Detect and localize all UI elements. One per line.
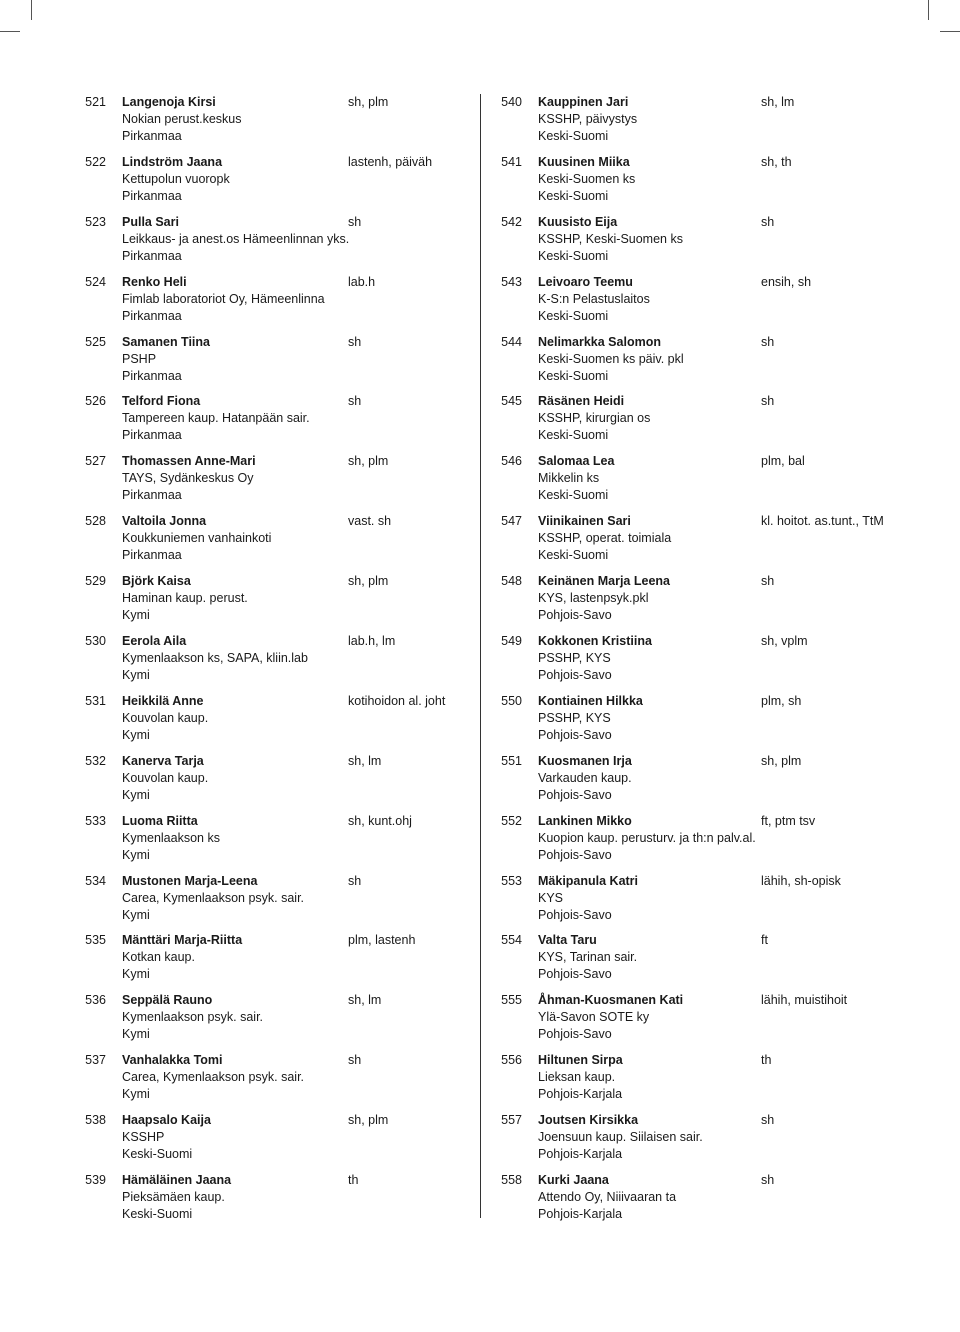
entry-role: sh [761,1173,775,1188]
entry-info [122,873,304,924]
entry-info [538,393,650,444]
entry-info [122,513,271,564]
entry-name: Hiltunen Sirpa [538,1053,623,1068]
entry-role: vast. sh [348,514,392,529]
entry-info [122,393,310,444]
entry-region: Pohjois-Savo [538,727,612,742]
entry-number: 544 [501,334,522,349]
entry-number: 546 [501,454,522,469]
entry-role: ensih, sh [761,274,812,289]
entry-organization: Leikkaus- ja anest.os Hämeenlinnan yks. [122,231,350,246]
list-item [84,693,464,753]
entry-info [122,94,242,145]
entry-organization: PSHP [122,351,157,366]
entry-info [538,693,643,744]
entry-region: Pirkanmaa [122,248,182,263]
entry-organization: Keski-Suomen ks [538,171,636,186]
entry-organization: Pieksämäen kaup. [122,1190,225,1205]
list-item [84,633,464,693]
entry-number: 547 [501,514,522,529]
entry-region: Keski-Suomi [538,308,609,323]
entry-info [122,1052,304,1103]
crop-mark [940,31,960,32]
entry-organization: Keski-Suomen ks päiv. pkl [538,351,684,366]
list-item [500,334,920,394]
entry-region: Kymi [122,907,150,922]
entry-organization: Kymenlaakson ks, SAPA, kliin.lab [122,651,308,666]
entry-name: Nelimarkka Salomon [538,334,661,349]
list-item [84,932,464,992]
entry-info [122,453,256,504]
entry-name: Kurki Jaana [538,1173,609,1188]
entry-organization: Kymenlaakson psyk. sair. [122,1010,264,1025]
entry-region: Kymi [122,668,150,683]
entry-region: Kymi [122,787,150,802]
entry-role: lastenh, päiväh [348,154,433,169]
entry-info [538,334,684,385]
entry-role: sh, th [761,154,792,169]
entry-name: Heikkilä Anne [122,693,204,708]
entry-region: Keski-Suomi [538,548,609,563]
entry-info [538,94,637,145]
list-item [500,992,920,1052]
entry-name: Lankinen Mikko [538,813,632,828]
entry-name: Haapsalo Kaija [122,1113,211,1128]
entry-number: 528 [85,514,106,529]
entry-name: Salomaa Lea [538,454,615,469]
list-item [500,813,920,873]
entry-region: Keski-Suomi [538,428,609,443]
entry-name: Kokkonen Kristiina [538,634,652,649]
entry-role: sh, lm [348,993,382,1008]
entry-info [538,813,756,864]
list-item [84,813,464,873]
entry-name: Björk Kaisa [122,574,191,589]
entry-name: Telford Fiona [122,394,201,409]
entry-name: Mustonen Marja-Leena [122,873,258,888]
entry-name: Mänttäri Marja-Riitta [122,933,243,948]
entry-info [122,693,208,744]
entry-organization: Lieksan kaup. [538,1070,616,1085]
entry-number: 523 [85,214,106,229]
entry-name: Viinikainen Sari [538,514,631,529]
entry-name: Langenoja Kirsi [122,95,216,109]
entry-organization: Mikkelin ks [538,471,600,486]
entry-role: sh [348,1053,362,1068]
entry-organization: KYS, lastenpsyk.pkl [538,591,649,606]
entry-number: 549 [501,634,522,649]
entry-role: sh, plm [348,454,389,469]
crop-mark [928,0,929,20]
entry-info [122,1112,211,1163]
entry-organization: Nokian perust.keskus [122,112,242,126]
entry-number: 530 [85,634,106,649]
list-item [500,154,920,214]
entry-number: 551 [501,753,522,768]
entry-region: Pohjois-Karjala [538,1147,623,1162]
entry-region: Pohjois-Savo [538,787,612,802]
entry-info [122,992,263,1043]
entry-info [122,753,208,804]
list-item [500,573,920,633]
list-item [500,513,920,573]
entry-region: Pohjois-Savo [538,608,612,623]
entry-role: sh, vplm [761,634,808,649]
entry-number: 550 [501,693,522,708]
entry-name: Kontiainen Hilkka [538,693,643,708]
entry-role: sh [761,214,775,229]
entry-info [538,274,650,325]
entry-name: Eerola Aila [122,634,187,649]
entry-number: 536 [85,993,106,1008]
entry-name: Hämäläinen Jaana [122,1173,232,1188]
entry-role: th [348,1173,359,1188]
entry-region: Pirkanmaa [122,308,182,323]
entry-role: sh [348,873,362,888]
entry-number: 521 [85,95,106,109]
entry-number: 558 [501,1173,522,1188]
entry-organization: Kouvolan kaup. [122,770,209,785]
entry-organization: Ylä-Savon SOTE ky [538,1010,650,1025]
entry-name: Kanerva Tarja [122,753,204,768]
entry-organization: Fimlab laboratoriot Oy, Hämeenlinna [122,291,325,306]
entry-organization: KSSHP, kirurgian os [538,411,651,426]
entry-region: Pirkanmaa [122,548,182,563]
entry-number: 548 [501,574,522,589]
entry-role: lab.h [348,274,376,289]
entry-info [538,633,652,684]
list-item [84,154,464,214]
entry-role: sh, lm [761,95,795,109]
list-item [84,214,464,274]
entry-name: Kauppinen Jari [538,95,629,109]
column-divider [480,94,481,1218]
entry-info [538,753,632,804]
entry-organization: Kouvolan kaup. [122,710,209,725]
entry-number: 545 [501,394,522,409]
entry-region: Pohjois-Karjala [538,1087,623,1102]
entry-name: Joutsen Kirsikka [538,1113,639,1128]
entry-number: 522 [85,154,106,169]
left-column [84,94,464,1232]
entry-role: sh, plm [761,753,802,768]
entry-organization: Koukkuniemen vanhainkoti [122,531,272,546]
entry-number: 553 [501,873,522,888]
entry-role: sh [348,334,362,349]
entry-number: 554 [501,933,522,948]
entry-region: Keski-Suomi [538,188,609,203]
entry-role: lähih, sh-opisk [761,873,841,888]
entry-region: Pirkanmaa [122,488,182,503]
entry-organization: Tampereen kaup. Hatanpään sair. [122,411,310,426]
entry-number: 525 [85,334,106,349]
entry-role: plm, lastenh [348,933,416,948]
entry-name: Valta Taru [538,933,597,948]
entry-region: Kymi [122,967,150,982]
right-column [500,94,920,1232]
entry-number: 526 [85,394,106,409]
entry-info [538,573,670,624]
list-item [500,1112,920,1172]
list-item [500,214,920,274]
entry-organization: Kotkan kaup. [122,950,195,965]
entry-info [122,154,230,205]
crop-mark [31,0,32,20]
entry-organization: KSSHP, päivystys [538,112,638,126]
list-item [500,453,920,513]
list-item [500,873,920,933]
entry-name: Keinänen Marja Leena [538,574,670,589]
list-item [84,453,464,513]
entry-info [538,513,671,564]
list-item [500,1052,920,1112]
entry-role: sh [761,334,775,349]
entry-name: Vanhalakka Tomi [122,1053,223,1068]
entry-role: kl. hoitot. as.tunt., TtM [761,514,884,529]
list-item [84,753,464,813]
entry-region: Pirkanmaa [122,368,182,383]
list-item [84,992,464,1052]
entry-number: 527 [85,454,106,469]
entry-organization: TAYS, Sydänkeskus Oy [122,471,254,486]
entry-role: lähih, muistihoit [761,993,848,1008]
entry-region: Pohjois-Savo [538,967,612,982]
entry-region: Kymi [122,1087,150,1102]
entry-organization: KYS [538,890,564,905]
entry-role: lab.h, lm [348,634,396,649]
entry-region: Keski-Suomi [538,488,609,503]
list-item [500,274,920,334]
entry-number: 542 [501,214,522,229]
entry-organization: Kymenlaakson ks [122,830,220,845]
entry-number: 532 [85,753,106,768]
entry-organization: K-S:n Pelastuslaitos [538,291,650,306]
list-item [500,932,920,992]
entry-info [538,932,637,983]
entry-number: 540 [501,95,522,109]
entry-info [122,214,349,265]
entry-role: sh, plm [348,95,389,109]
entry-role: ft [761,933,768,948]
entry-role: sh [761,574,775,589]
entry-number: 535 [85,933,106,948]
entry-role: sh, lm [348,753,382,768]
entry-name: Renko Heli [122,274,187,289]
entry-region: Pohjois-Karjala [538,1207,623,1222]
entry-region: Keski-Suomi [122,1147,193,1162]
list-item [500,693,920,753]
entry-name: Kuosmanen Irja [538,753,632,768]
entry-info [122,813,220,864]
entry-organization: KSSHP [122,1130,165,1145]
list-item [84,513,464,573]
entry-region: Pirkanmaa [122,188,182,203]
entry-number: 541 [501,154,522,169]
entry-role: sh [348,214,362,229]
entry-organization: KSSHP, operat. toimiala [538,531,672,546]
entry-info [538,1052,623,1103]
entry-region: Pohjois-Savo [538,668,612,683]
entry-region: Keski-Suomi [538,129,609,143]
entry-organization: Varkauden kaup. [538,770,632,785]
entry-info [538,1172,676,1223]
entry-number: 533 [85,813,106,828]
entry-name: Kuusinen Miika [538,154,630,169]
entry-number: 557 [501,1113,522,1128]
entry-name: Samanen Tiina [122,334,210,349]
entry-number: 534 [85,873,106,888]
entry-region: Keski-Suomi [538,248,609,263]
entry-name: Thomassen Anne-Mari [122,454,256,469]
entry-role: kotihoidon al. joht [348,693,446,708]
entry-role: plm, sh [761,693,802,708]
entry-role: sh, plm [348,1113,389,1128]
entry-number: 543 [501,274,522,289]
entry-organization: Joensuun kaup. Siilaisen sair. [538,1130,703,1145]
entry-info [122,334,210,385]
entry-organization: Carea, Kymenlaakson psyk. sair. [122,1070,305,1085]
entry-number: 539 [85,1173,106,1188]
entry-role: sh [761,1113,775,1128]
entry-region: Kymi [122,1027,150,1042]
list-item [84,94,464,154]
entry-organization: PSSHP, KYS [538,710,611,725]
entry-region: Kymi [122,847,150,862]
entry-info [122,274,325,325]
list-item [84,873,464,933]
entry-name: Lindström Jaana [122,154,223,169]
list-item [84,334,464,394]
entry-number: 537 [85,1053,106,1068]
entry-info [538,992,683,1043]
entry-info [538,154,635,205]
entry-info [538,214,683,265]
entry-name: Seppälä Rauno [122,993,213,1008]
entry-number: 531 [85,693,106,708]
entry-info [122,573,248,624]
entry-organization: Kettupolun vuoropk [122,171,230,186]
entry-organization: KSSHP, Keski-Suomen ks [538,231,683,246]
entry-name: Luoma Riitta [122,813,198,828]
entry-name: Mäkipanula Katri [538,873,639,888]
entry-organization: Carea, Kymenlaakson psyk. sair. [122,890,305,905]
entry-region: Keski-Suomi [122,1207,193,1222]
list-item [84,1112,464,1172]
entry-region: Pohjois-Savo [538,907,612,922]
entry-name: Valtoila Jonna [122,514,207,529]
entry-region: Kymi [122,727,150,742]
entry-number: 524 [85,274,106,289]
entry-organization: PSSHP, KYS [538,651,611,666]
entry-info [122,932,242,983]
list-item [84,1172,464,1232]
entry-info [538,1112,703,1163]
list-item [84,393,464,453]
entry-region: Keski-Suomi [538,368,609,383]
entry-role: sh, plm [348,574,389,589]
list-item [84,1052,464,1112]
entry-role: sh [761,394,775,409]
entry-organization: Kuopion kaup. perusturv. ja th:n palv.al. [538,830,756,845]
list-item [500,393,920,453]
entry-organization: Attendo Oy, Niiivaaran ta [538,1190,677,1205]
entry-region: Pohjois-Savo [538,847,612,862]
entry-name: Åhman-Kuosmanen Kati [538,993,684,1008]
entry-name: Räsänen Heidi [538,394,625,409]
list-item [500,94,920,154]
entry-role: sh [348,394,362,409]
entry-info [122,1172,231,1223]
entry-region: Kymi [122,608,150,623]
entry-region: Pirkanmaa [122,129,182,143]
entry-role: sh, kunt.ohj [348,813,412,828]
list-item [84,573,464,633]
list-item [84,274,464,334]
entry-name: Kuusisto Eija [538,214,618,229]
crop-mark [0,31,20,32]
list-item [500,1172,920,1232]
entry-role: th [761,1053,772,1068]
list-item [500,753,920,813]
entry-info [538,873,638,924]
entry-info [538,453,614,504]
entry-number: 538 [85,1113,106,1128]
entry-number: 555 [501,993,522,1008]
entry-region: Pohjois-Savo [538,1027,612,1042]
entry-organization: KYS, Tarinan sair. [538,950,638,965]
entry-role: ft, ptm tsv [761,813,816,828]
entry-role: plm, bal [761,454,805,469]
entry-number: 552 [501,813,522,828]
entry-region: Pirkanmaa [122,428,182,443]
entry-info [122,633,308,684]
entry-number: 556 [501,1053,522,1068]
entry-organization: Haminan kaup. perust. [122,591,248,606]
list-item [500,633,920,693]
entry-number: 529 [85,574,106,589]
entry-name: Pulla Sari [122,214,179,229]
entry-name: Leivoaro Teemu [538,274,633,289]
